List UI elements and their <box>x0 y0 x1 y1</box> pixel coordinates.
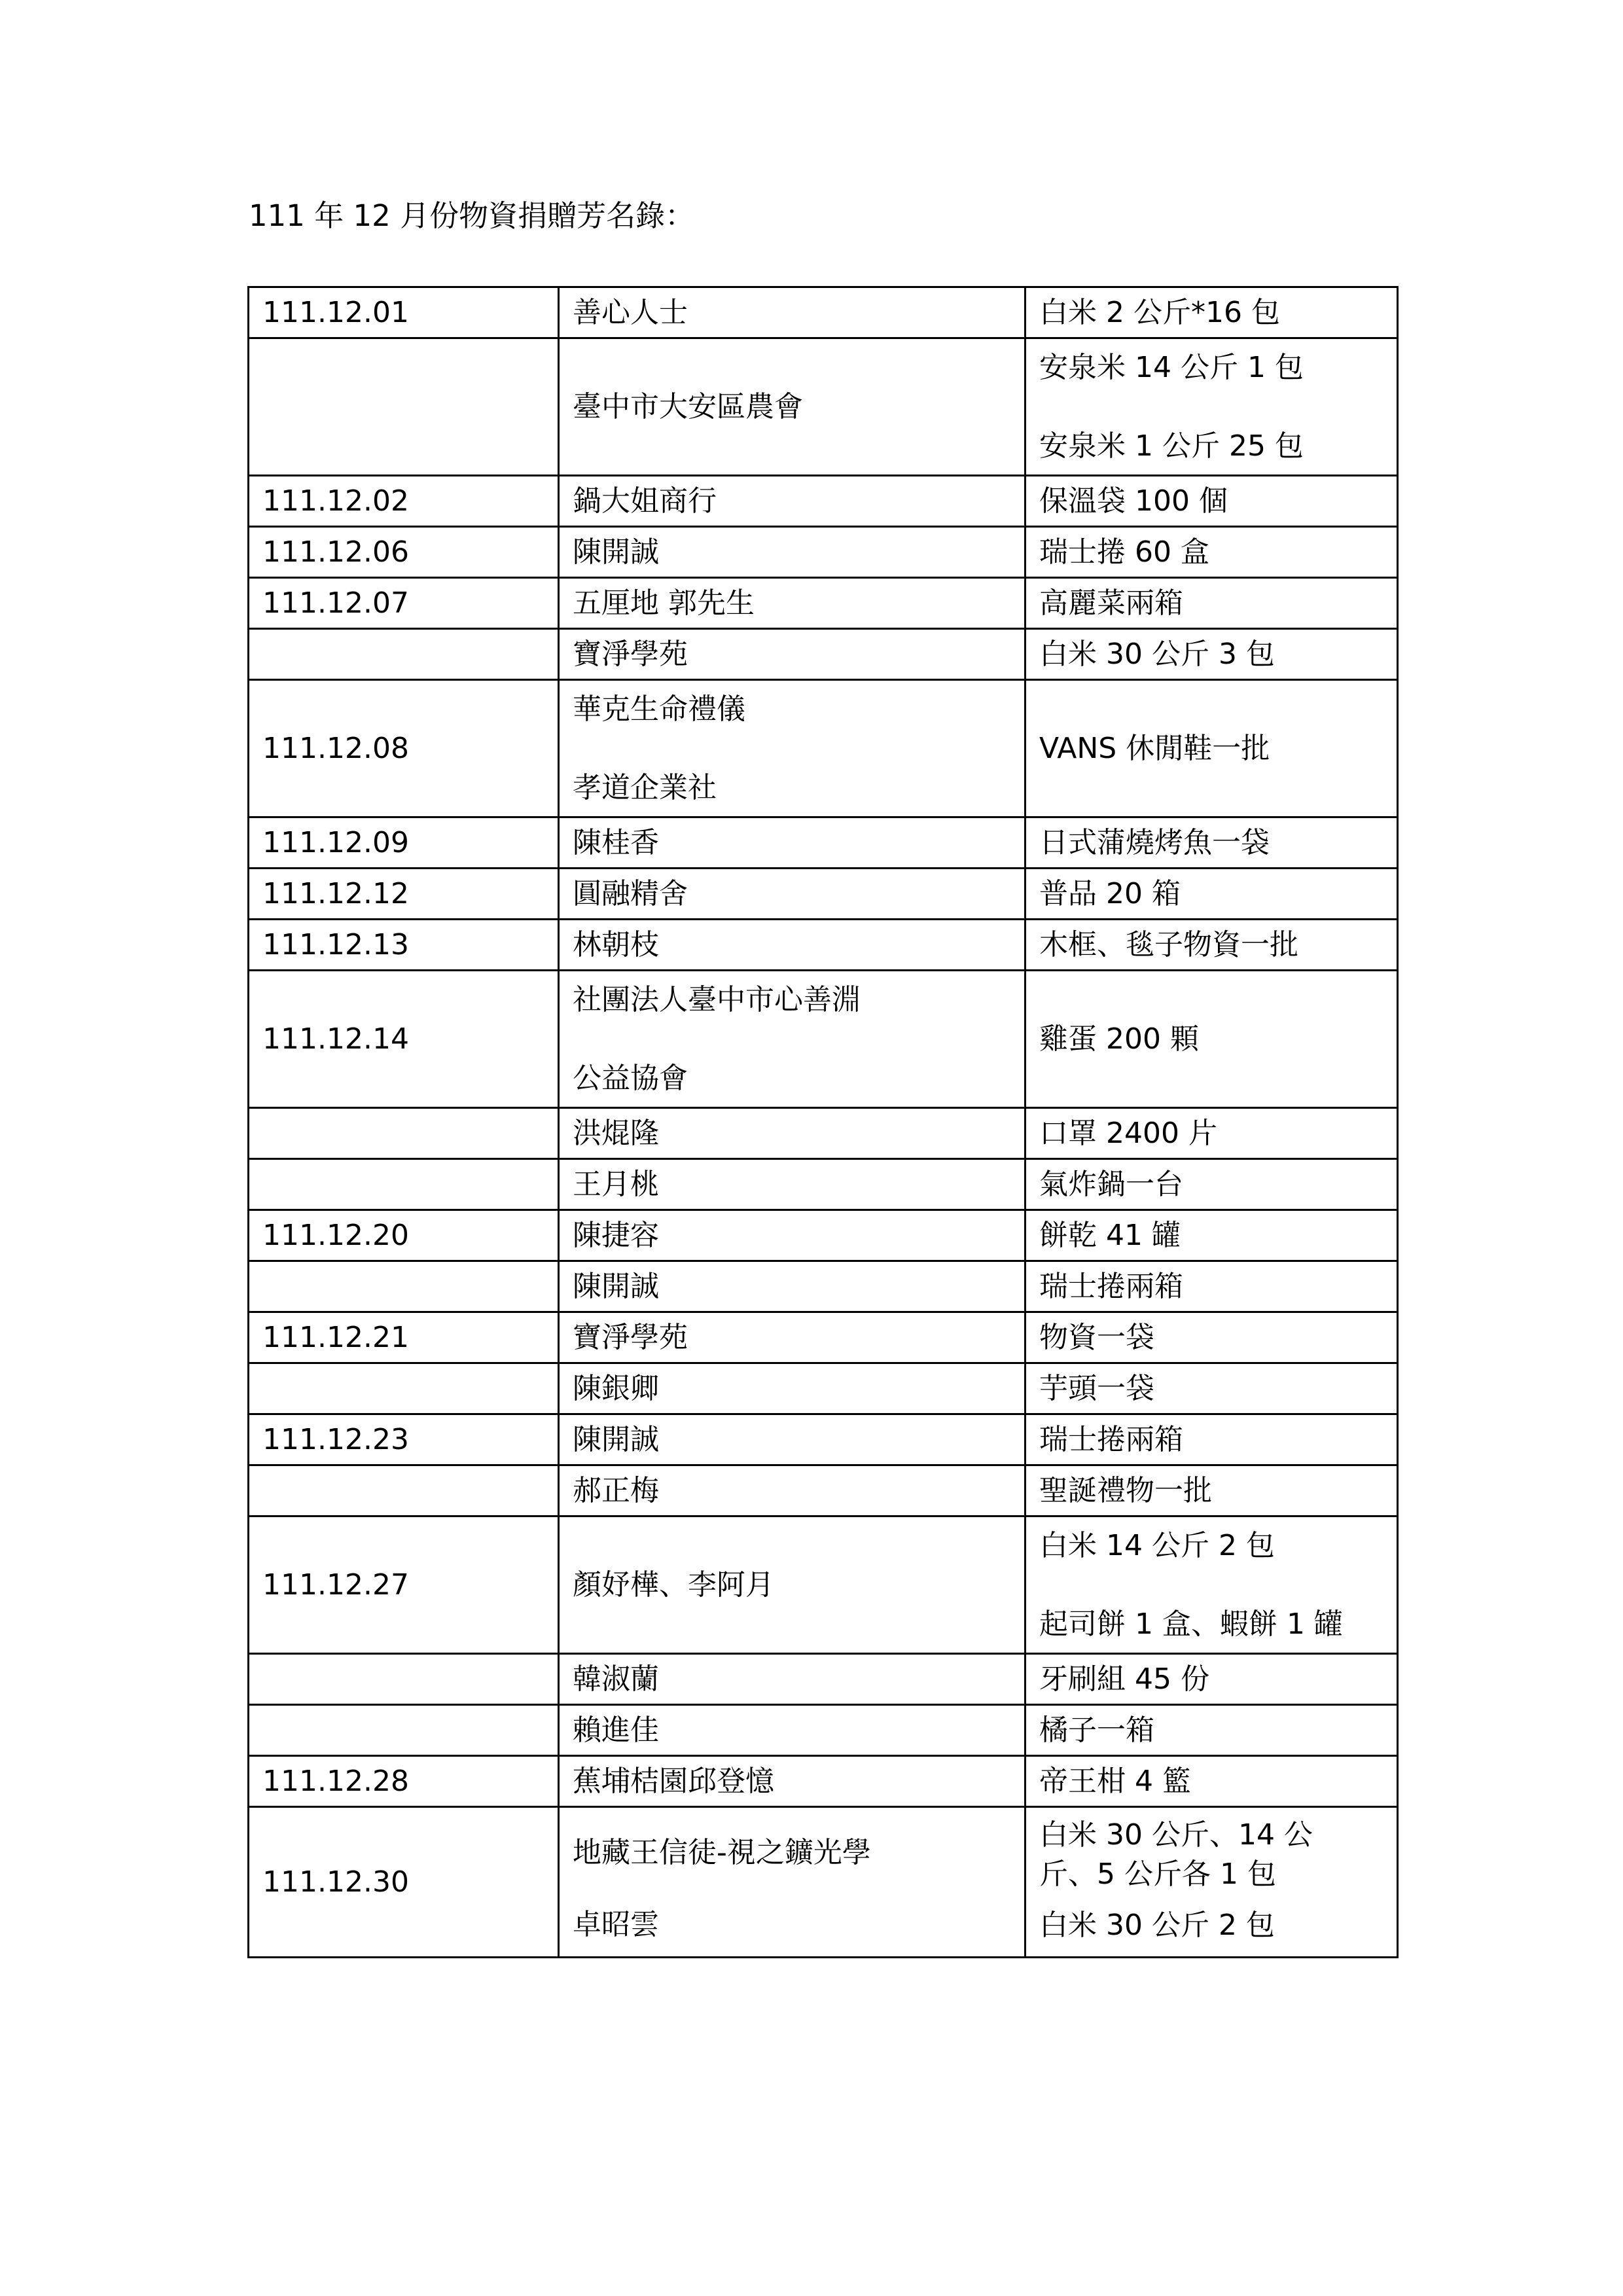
item-text: 白米 30 公斤 2 包 <box>1039 1909 1275 1942</box>
table-row <box>249 1705 1398 1756</box>
date-cell <box>249 1654 559 1705</box>
items-cell <box>1026 971 1398 1108</box>
table-row <box>249 527 1398 578</box>
item-text: 保溫袋 100 個 <box>1039 484 1228 518</box>
item-text: 白米 30 公斤、14 公 <box>1039 1818 1313 1852</box>
donor-cell <box>559 1363 1026 1414</box>
table-row <box>249 1261 1398 1312</box>
donor-name: 公益協會 <box>573 1061 688 1095</box>
date-cell: 111.12.23 <box>249 1414 559 1465</box>
donor-cell <box>559 1312 1026 1363</box>
date-cell: 111.12.21 <box>249 1312 559 1363</box>
date-cell: 111.12.14 <box>249 971 559 1108</box>
items-cell <box>1026 1516 1398 1654</box>
item-text: 聖誕禮物一批 <box>1039 1473 1212 1507</box>
donor-cell <box>559 1516 1026 1654</box>
table-row <box>249 920 1398 971</box>
donor-cell <box>559 527 1026 578</box>
donor-cell <box>559 1756 1026 1807</box>
item-text: 瑞士捲 60 盒 <box>1039 535 1209 569</box>
table-row <box>249 338 1398 476</box>
donor-name: 卓昭雲 <box>573 1907 659 1941</box>
table-row <box>249 1108 1398 1159</box>
donor-name: 陳捷容 <box>573 1218 659 1252</box>
date-cell: 111.12.06 <box>249 527 559 578</box>
items-cell <box>1026 1654 1398 1705</box>
donor-name: 顏妤樺、李阿月 <box>573 1568 774 1602</box>
donor-cell <box>559 629 1026 680</box>
table-row <box>249 287 1398 338</box>
donor-name: 社團法人臺中市心善淵 <box>573 982 861 1016</box>
donor-cell <box>559 1159 1026 1210</box>
donor-name: 陳開誠 <box>573 535 659 569</box>
date-cell: 111.12.02 <box>249 476 559 527</box>
item-text: 氣炸鍋一台 <box>1039 1167 1183 1201</box>
donation-table-body <box>249 287 1398 1807</box>
item-text: VANS 休閒鞋一批 <box>1039 731 1270 765</box>
date-cell <box>249 338 559 476</box>
items-cell <box>1026 1363 1398 1414</box>
date-cell: 111.12.08 <box>249 680 559 817</box>
donor-name: 孝道企業社 <box>573 770 717 804</box>
donor-name: 地藏王信徒-視之鑛光學 <box>573 1835 871 1869</box>
table-row <box>249 476 1398 527</box>
items-cell <box>1026 1414 1398 1465</box>
donor-name: 賴進佳 <box>573 1713 659 1747</box>
items-cell <box>1026 476 1398 527</box>
page-title: 111 年 12 月份物資捐贈芳名錄： <box>249 198 695 233</box>
table-row <box>249 578 1398 629</box>
donor-name: 洪焜隆 <box>573 1116 659 1150</box>
date-cell <box>249 1465 559 1516</box>
item-text: 物資一袋 <box>1039 1320 1154 1354</box>
items-cell <box>1026 1807 1398 1958</box>
date-cell <box>249 629 559 680</box>
date-cell: 111.12.28 <box>249 1756 559 1807</box>
items-cell <box>1026 1159 1398 1210</box>
date-cell: 111.12.12 <box>249 869 559 920</box>
items-cell <box>1026 817 1398 869</box>
date-cell: 111.12.30 <box>249 1807 559 1958</box>
item-text: 白米 14 公斤 2 包 <box>1039 1528 1275 1562</box>
donor-name: 郝正梅 <box>573 1473 659 1507</box>
item-text: 斤、5 公斤各 1 包 <box>1039 1857 1276 1891</box>
donor-name: 陳開誠 <box>573 1422 659 1456</box>
items-cell <box>1026 1705 1398 1756</box>
donor-name: 善心人士 <box>573 295 688 329</box>
table-row <box>249 1807 1398 1958</box>
item-text: 白米 30 公斤 3 包 <box>1039 637 1275 671</box>
items-cell <box>1026 629 1398 680</box>
table-row <box>249 971 1398 1108</box>
items-cell <box>1026 1108 1398 1159</box>
donor-cell <box>559 869 1026 920</box>
item-text: 瑞士捲兩箱 <box>1039 1422 1183 1456</box>
donation-table-last-row-group <box>249 1807 1398 1958</box>
donor-name: 華克生命禮儀 <box>573 692 745 726</box>
item-text: 牙刷組 45 份 <box>1039 1662 1209 1696</box>
donor-cell <box>559 578 1026 629</box>
table-row <box>249 817 1398 869</box>
items-cell <box>1026 1756 1398 1807</box>
donor-name: 五厘地 郭先生 <box>573 586 755 620</box>
donor-cell <box>559 338 1026 476</box>
donor-cell <box>559 476 1026 527</box>
item-text: 帝王柑 4 籃 <box>1039 1764 1191 1798</box>
item-text: 餅乾 41 罐 <box>1039 1218 1181 1252</box>
date-cell <box>249 1159 559 1210</box>
donor-cell <box>559 1210 1026 1261</box>
donor-cell <box>559 971 1026 1108</box>
donor-name: 林朝枝 <box>573 927 659 961</box>
donor-cell <box>559 817 1026 869</box>
donor-name: 臺中市大安區農會 <box>573 389 803 423</box>
date-cell: 111.12.13 <box>249 920 559 971</box>
item-text: 芋頭一袋 <box>1039 1371 1154 1405</box>
donor-name: 王月桃 <box>573 1167 659 1201</box>
donor-name: 陳開誠 <box>573 1269 659 1303</box>
items-cell <box>1026 338 1398 476</box>
table-row <box>249 1312 1398 1363</box>
donor-cell <box>559 1414 1026 1465</box>
item-text: 日式蒲燒烤魚一袋 <box>1039 825 1270 859</box>
donor-cell <box>559 1465 1026 1516</box>
table-row <box>249 869 1398 920</box>
date-cell: 111.12.07 <box>249 578 559 629</box>
date-cell: 111.12.27 <box>249 1516 559 1654</box>
items-cell <box>1026 869 1398 920</box>
item-text: 口罩 2400 片 <box>1039 1116 1217 1150</box>
item-text: 白米 2 公斤*16 包 <box>1039 295 1280 329</box>
donor-cell <box>559 1705 1026 1756</box>
item-text: 橘子一箱 <box>1039 1713 1154 1747</box>
date-cell <box>249 1108 559 1159</box>
donor-cell <box>559 920 1026 971</box>
table-row <box>249 680 1398 817</box>
items-cell <box>1026 1465 1398 1516</box>
date-cell <box>249 1705 559 1756</box>
table-row <box>249 1756 1398 1807</box>
item-text: 普品 20 箱 <box>1039 876 1181 910</box>
date-cell: 111.12.09 <box>249 817 559 869</box>
donor-name: 寶淨學苑 <box>573 1320 688 1354</box>
donor-name: 鍋大姐商行 <box>573 484 717 518</box>
donor-cell <box>559 1108 1026 1159</box>
items-cell <box>1026 1261 1398 1312</box>
donor-name: 陳桂香 <box>573 825 659 859</box>
items-cell <box>1026 920 1398 971</box>
donor-cell <box>559 680 1026 817</box>
donor-name: 韓淑蘭 <box>573 1662 659 1696</box>
table-row <box>249 1159 1398 1210</box>
items-cell <box>1026 527 1398 578</box>
item-text: 起司餅 1 盒、蝦餅 1 罐 <box>1039 1607 1343 1641</box>
table-row <box>249 1654 1398 1705</box>
table-row <box>249 629 1398 680</box>
donor-cell <box>559 287 1026 338</box>
table-row <box>249 1210 1398 1261</box>
donation-table <box>247 286 1399 1958</box>
donor-name: 蕉埔桔園邱登憶 <box>573 1764 774 1798</box>
item-text: 瑞士捲兩箱 <box>1039 1269 1183 1303</box>
table-row <box>249 1465 1398 1516</box>
table-row <box>249 1363 1398 1414</box>
donor-name: 圓融精舍 <box>573 876 688 910</box>
donor-name: 陳銀卿 <box>573 1371 659 1405</box>
item-text: 安泉米 1 公斤 25 包 <box>1039 429 1304 463</box>
items-cell <box>1026 1210 1398 1261</box>
item-text: 高麗菜兩箱 <box>1039 586 1183 620</box>
item-text: 雞蛋 200 顆 <box>1039 1022 1199 1056</box>
date-cell: 111.12.20 <box>249 1210 559 1261</box>
date-cell: 111.12.01 <box>249 287 559 338</box>
donor-cell <box>559 1807 1026 1958</box>
items-cell <box>1026 680 1398 817</box>
items-cell <box>1026 1312 1398 1363</box>
date-cell <box>249 1261 559 1312</box>
item-text: 安泉米 14 公斤 1 包 <box>1039 350 1304 384</box>
donor-name: 寶淨學苑 <box>573 637 688 671</box>
table-row <box>249 1414 1398 1465</box>
table-row <box>249 1516 1398 1654</box>
date-cell <box>249 1363 559 1414</box>
item-text: 木框、毯子物資一批 <box>1039 927 1298 961</box>
donor-cell <box>559 1261 1026 1312</box>
items-cell <box>1026 578 1398 629</box>
items-cell <box>1026 287 1398 338</box>
donor-cell <box>559 1654 1026 1705</box>
